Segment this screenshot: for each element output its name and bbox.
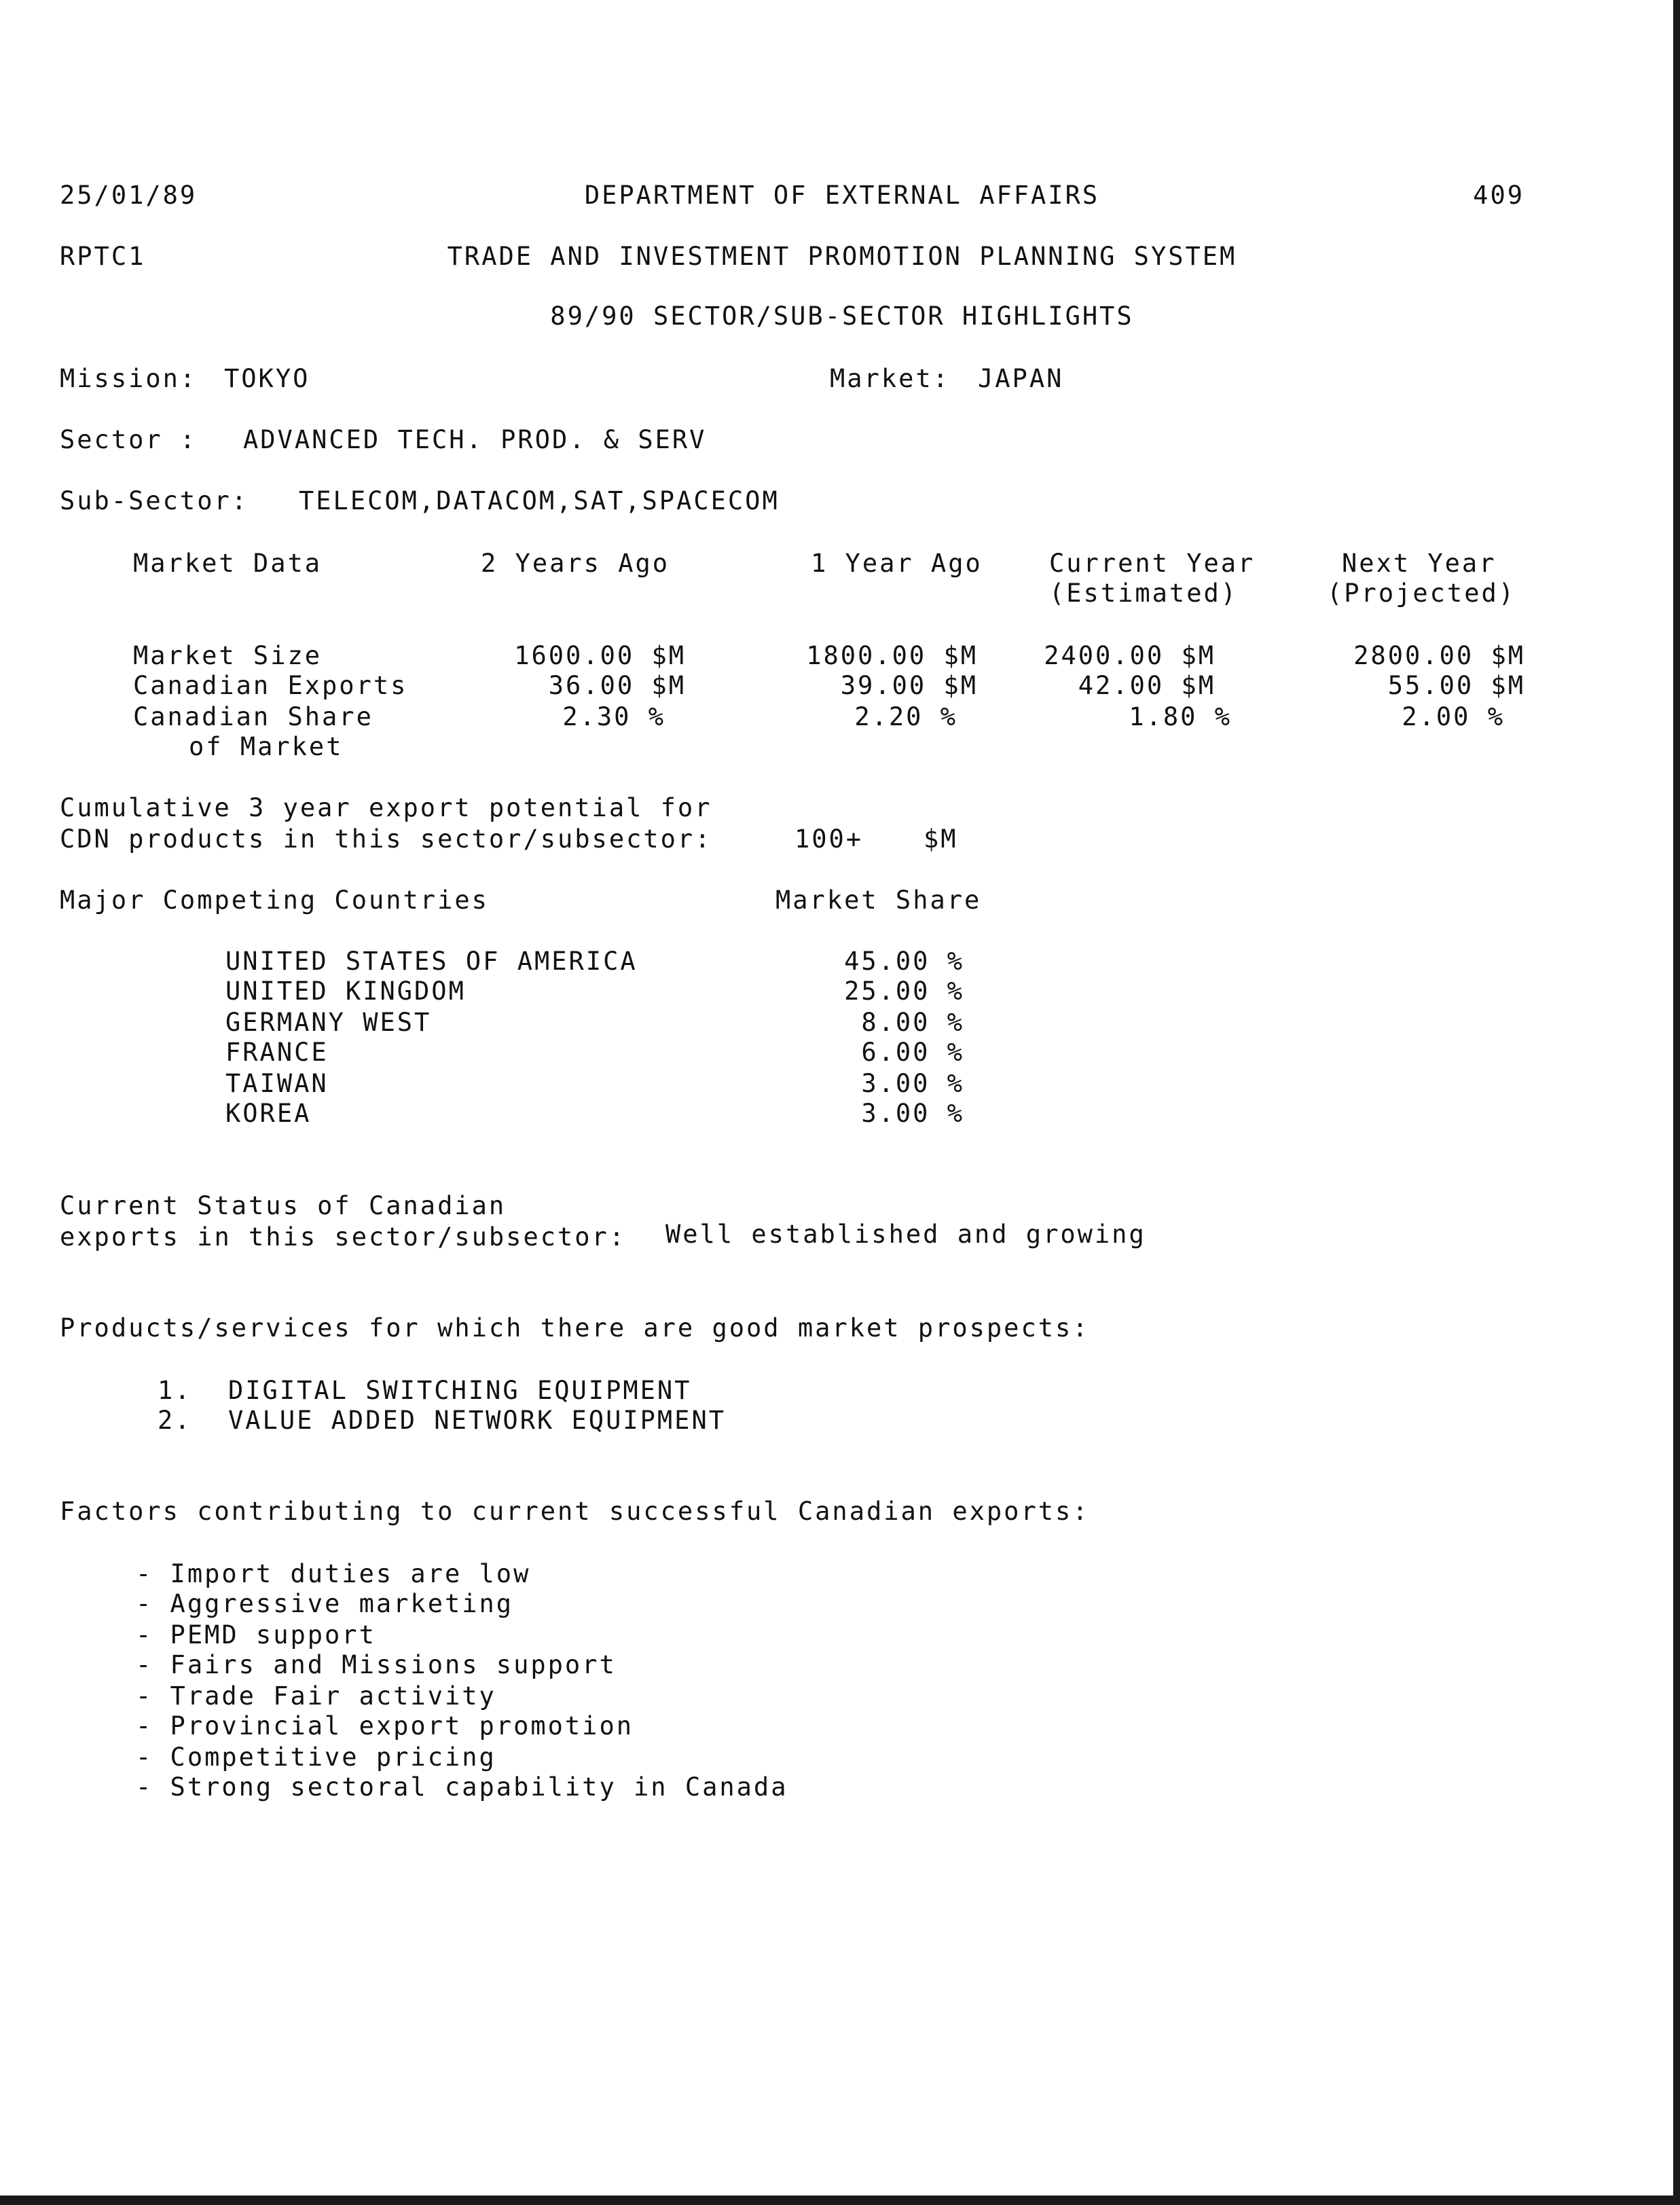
subsector-label: Sub-Sector: xyxy=(60,486,249,515)
competitor-share: 8.00 % xyxy=(861,1008,964,1037)
status-line1: Current Status of Canadian xyxy=(60,1191,507,1220)
product-number: 1. xyxy=(158,1376,192,1405)
cell-value: 2.30 % xyxy=(562,702,665,731)
sector-label: Sector : xyxy=(60,425,198,454)
export-potential-value: 100+ xyxy=(795,824,864,854)
product-name: VALUE ADDED NETWORK EQUIPMENT xyxy=(228,1406,727,1435)
list-item: - Fairs and Missions support xyxy=(136,1650,617,1679)
row-label-continued: of Market xyxy=(189,732,344,761)
report-code: RPTC1 xyxy=(60,242,146,271)
product-name: DIGITAL SWITCHING EQUIPMENT xyxy=(228,1376,692,1405)
department-name: DEPARTMENT OF EXTERNAL AFFAIRS xyxy=(584,181,1100,210)
list-item: - Aggressive marketing xyxy=(136,1589,514,1618)
competitor-share: 25.00 % xyxy=(844,977,964,1006)
list-item: - Trade Fair activity xyxy=(136,1681,496,1711)
scan-edge-bottom xyxy=(0,2195,1680,2205)
system-title: TRADE AND INVESTMENT PROMOTION PLANNING SYSTEM xyxy=(447,242,1237,271)
cell-value: 1800.00 $M xyxy=(806,641,978,670)
competitor-country: FRANCE xyxy=(225,1038,329,1067)
competitor-share: 3.00 % xyxy=(861,1069,964,1098)
product-number: 2. xyxy=(158,1406,192,1435)
cell-value: 1.80 % xyxy=(1129,702,1232,731)
cell-value: 36.00 $M xyxy=(548,671,686,700)
col-one-year-ago-header: 1 Year Ago xyxy=(811,549,983,578)
mission-value: TOKYO xyxy=(224,364,310,393)
mission-label: Mission: xyxy=(60,364,198,393)
market-data-header: Market Data xyxy=(133,549,323,578)
cell-value: 39.00 $M xyxy=(840,671,978,700)
competitor-share: 6.00 % xyxy=(861,1038,964,1067)
export-potential-line1: Cumulative 3 year export potential for xyxy=(60,793,712,822)
scan-edge-right xyxy=(1673,0,1680,2205)
market-share-header: Market Share xyxy=(775,886,982,915)
competitor-country: GERMANY WEST xyxy=(225,1008,432,1037)
cell-value: 42.00 $M xyxy=(1078,671,1216,700)
export-potential-line2: CDN products in this sector/subsector: xyxy=(60,824,712,854)
subsector-value: TELECOM,DATACOM,SAT,SPACECOM xyxy=(299,486,780,515)
cell-value: 2800.00 $M xyxy=(1353,641,1525,670)
col-two-years-ago-header: 2 Years Ago xyxy=(481,549,670,578)
competitor-country: KOREA xyxy=(225,1099,312,1128)
report-date: 25/01/89 xyxy=(60,181,198,210)
market-value: JAPAN xyxy=(978,364,1064,393)
col-next-year-header: Next Year xyxy=(1342,549,1497,578)
row-label: Market Size xyxy=(133,641,323,670)
col-current-year-header: Current Year xyxy=(1049,549,1256,578)
list-item: - Import duties are low xyxy=(136,1559,531,1588)
competitor-share: 3.00 % xyxy=(861,1099,964,1128)
products-header: Products/services for which there are good market prospects: xyxy=(60,1313,1090,1343)
market-label: Market: xyxy=(830,364,950,393)
row-label: Canadian Exports xyxy=(133,671,408,700)
page-number: 409 xyxy=(1473,181,1524,210)
competitor-country: UNITED STATES OF AMERICA xyxy=(225,947,638,976)
col-current-year-subheader: (Estimated) xyxy=(1049,579,1239,608)
cell-value: 2.00 % xyxy=(1402,702,1505,731)
list-item: - Competitive pricing xyxy=(136,1743,496,1772)
list-item: - Strong sectoral capability in Canada xyxy=(136,1772,788,1802)
list-item: - PEMD support xyxy=(136,1620,376,1650)
row-label: Canadian Share xyxy=(133,702,373,731)
cell-value: 1600.00 $M xyxy=(514,641,686,670)
factors-header: Factors contributing to current successful Canadian exports: xyxy=(60,1497,1090,1526)
sector-value: ADVANCED TECH. PROD. & SERV xyxy=(243,425,707,454)
competitor-country: UNITED KINGDOM xyxy=(225,977,466,1006)
cell-value: 2.20 % xyxy=(854,702,957,731)
status-line2: exports in this sector/subsector: xyxy=(60,1222,627,1252)
col-next-year-subheader: (Projected) xyxy=(1327,579,1516,608)
export-potential-unit: $M xyxy=(924,824,958,854)
competitor-country: TAIWAN xyxy=(225,1069,329,1098)
status-value: Well established and growing xyxy=(665,1220,1146,1249)
competitor-share: 45.00 % xyxy=(844,947,964,976)
list-item: - Provincial export promotion xyxy=(136,1711,634,1741)
competitors-header: Major Competing Countries xyxy=(60,886,489,915)
report-title: 89/90 SECTOR/SUB-SECTOR HIGHLIGHTS xyxy=(550,302,1134,331)
cell-value: 55.00 $M xyxy=(1387,671,1525,700)
cell-value: 2400.00 $M xyxy=(1044,641,1216,670)
